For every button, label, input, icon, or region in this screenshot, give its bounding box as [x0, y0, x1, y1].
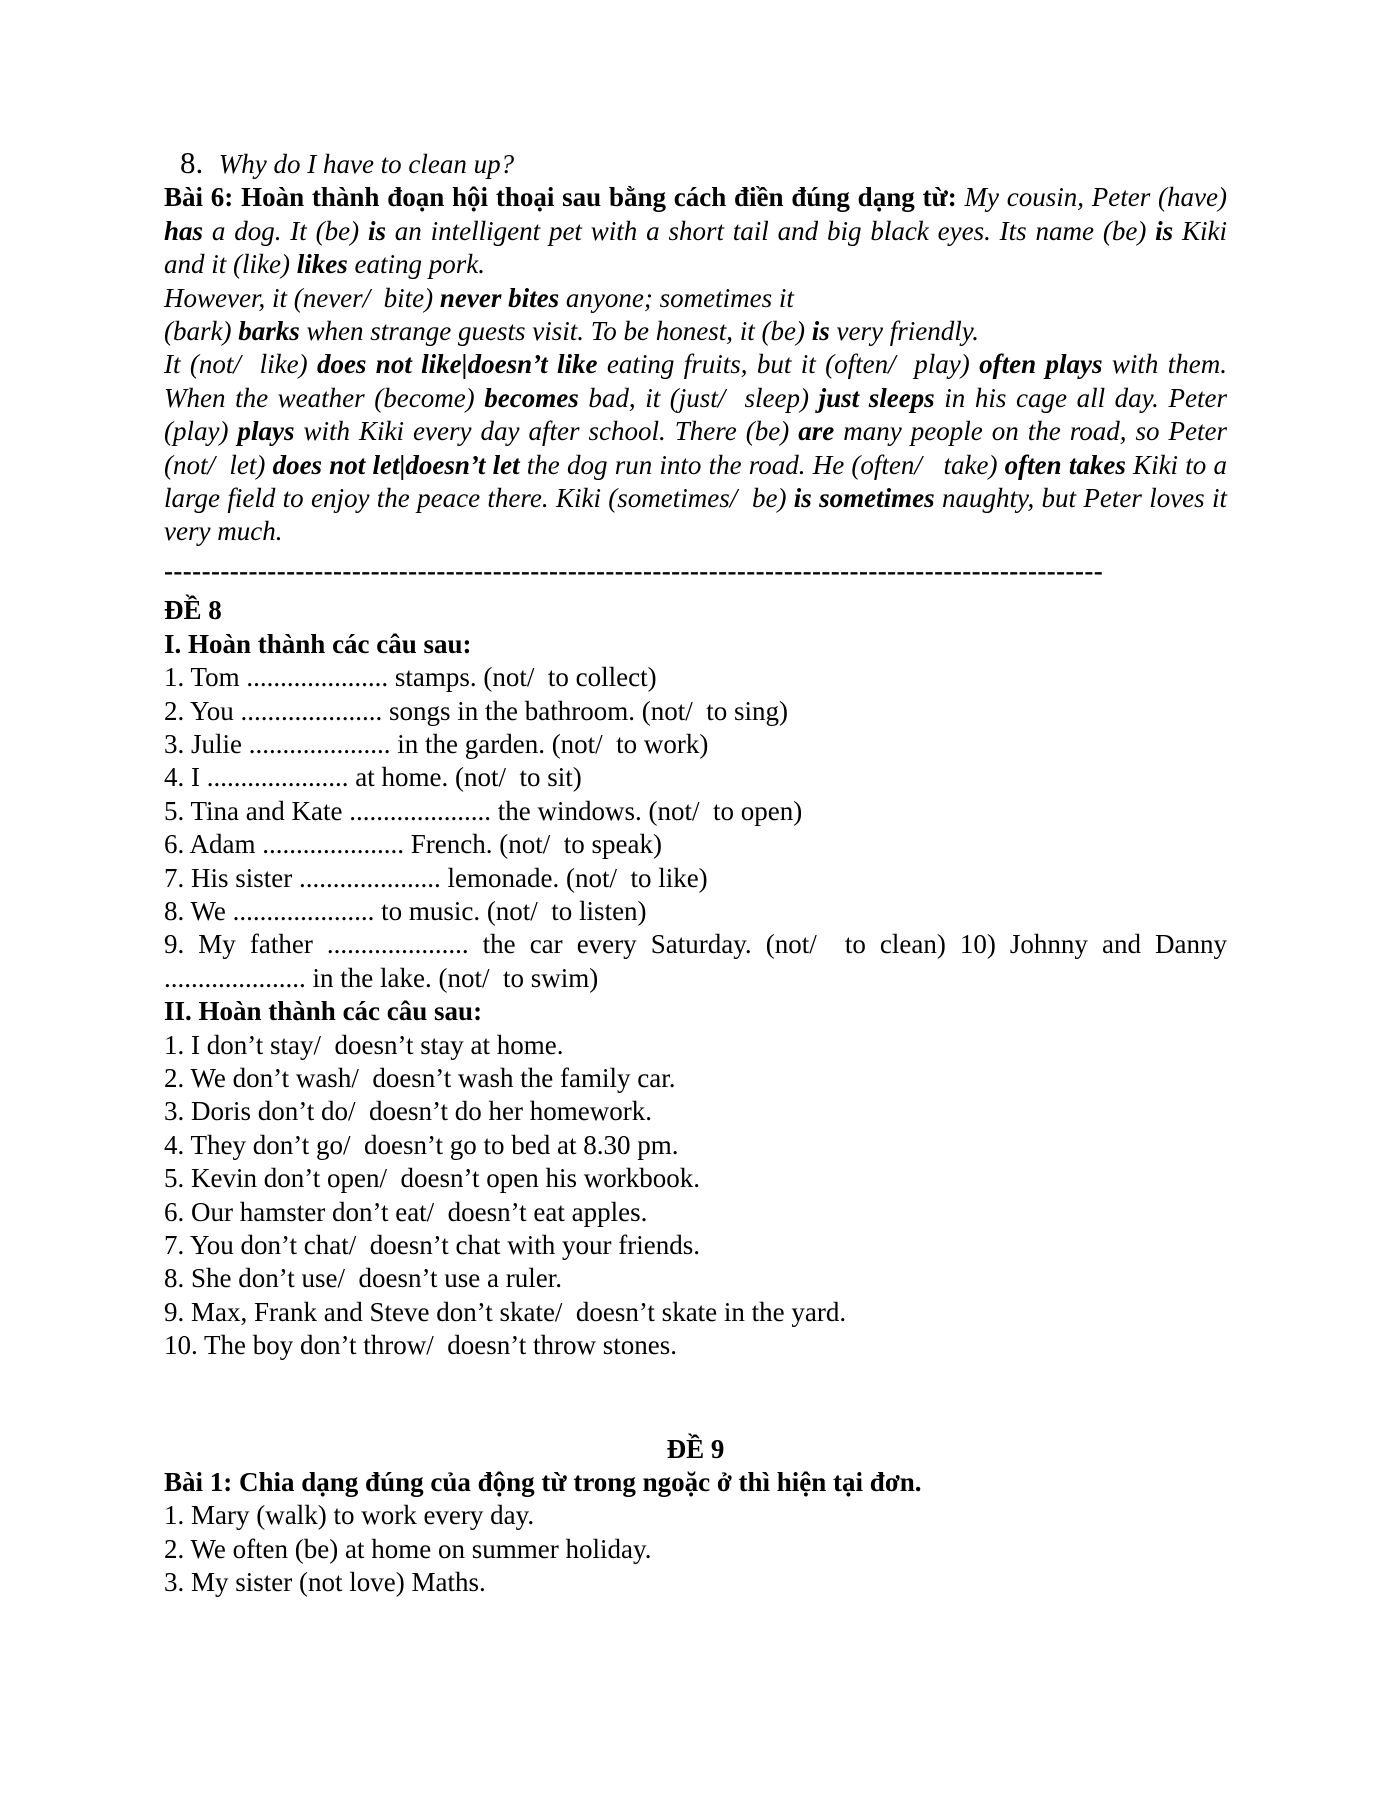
text-run: 5. Tina and Kate ..................... the windows. (not/ to open)	[164, 795, 803, 826]
document-body	[164, 145, 1234, 1600]
text-run: often takes	[1004, 449, 1126, 480]
de-9-heading	[164, 1433, 1227, 1466]
text-run: 2. You ..................... songs in the bathroom. (not/ to sing)	[164, 695, 789, 726]
text-run: 7. You don’t chat/ doesn’t chat with your friends.	[164, 1230, 700, 1260]
text-run: I. Hoàn thành các câu sau:	[164, 628, 472, 659]
text-run: Why do I have to clean up?	[218, 149, 515, 179]
exercise-6-line-however	[164, 282, 1227, 315]
text-run: many people on the road, so Peter (not/ let)	[164, 416, 1234, 480]
text-run: does not let|doesn’t let	[272, 449, 520, 480]
section-ii-item-10	[164, 1329, 1227, 1362]
text-run: 6. Adam ..................... French. (not/ to speak)	[164, 829, 662, 860]
text-run: 8. We ..................... to music. (not/ to listen)	[164, 895, 647, 926]
text-run: becomes	[484, 382, 579, 413]
text-run: with them. When the weather (become)	[164, 349, 1234, 413]
bai-1-item-1	[164, 1499, 1227, 1532]
text-run: It (not/ like)	[164, 349, 317, 380]
text-run: 2. We don’t wash/ doesn’t wash the family car.	[164, 1062, 676, 1093]
text-run: 3. My sister (not love) Maths.	[164, 1567, 486, 1598]
section-ii-item-7	[164, 1229, 1227, 1262]
text-run: ĐỀ 9	[666, 1433, 725, 1464]
text-run: 1. Mary (walk) to work every day.	[164, 1500, 535, 1531]
text-run: 3. Doris don’t do/ doesn’t do her homework.	[164, 1096, 652, 1127]
section-ii-item-6	[164, 1196, 1227, 1229]
section-ii-item-3	[164, 1095, 1227, 1128]
section-ii-item-9	[164, 1296, 1227, 1329]
text-run: just sleeps	[818, 382, 935, 413]
section-ii-item-1	[164, 1029, 1227, 1062]
section-i-item-1	[164, 661, 1227, 694]
section-i-item-6	[164, 828, 1227, 861]
text-run: is	[1155, 215, 1174, 246]
text-run: very friendly.	[829, 316, 979, 347]
section-ii-item-2	[164, 1062, 1227, 1095]
text-run: with Kiki every day after school. There (be)	[294, 416, 799, 447]
section-ii-item-5	[164, 1162, 1227, 1195]
text-run: 9. My father ..................... the car every Saturday. (not/ to clean) 10) Johnny and Danny ..................... in the lake. (not/ to swim)	[164, 929, 1234, 993]
text-run: plays	[237, 416, 295, 447]
text-run: when strange guests visit. To be honest, it (be)	[299, 316, 812, 347]
section-i-item-7	[164, 862, 1227, 895]
text-run: bad, it (just/ sleep)	[578, 382, 819, 413]
text-run: 10. The boy don’t throw/ doesn’t throw stones.	[164, 1330, 677, 1361]
text-run: often plays	[979, 349, 1103, 380]
section-i-item-4	[164, 761, 1227, 794]
section-i-item-9-10	[164, 928, 1234, 995]
text-run: 4. I ..................... at home. (not/ to sit)	[164, 762, 582, 793]
text-run: 8.	[180, 145, 219, 180]
text-run: is	[811, 316, 830, 347]
section-i-item-5	[164, 795, 1227, 828]
text-run: Kiki to a large field to enjoy the peace there. Kiki (sometimes/ be)	[164, 449, 1234, 514]
text-run: does not like|doesn’t like	[316, 349, 598, 380]
section-i-item-8	[164, 895, 1227, 928]
text-run: naughty, but Peter loves it very much.	[164, 483, 1234, 547]
list-item-8-question	[164, 146, 1227, 181]
section-ii-item-8	[164, 1262, 1227, 1295]
text-run: 9. Max, Frank and Steve don’t skate/ doesn’t skate in the yard.	[164, 1296, 847, 1327]
section-ii-heading	[164, 995, 1227, 1028]
text-run: barks	[238, 316, 300, 347]
text-run: anyone; sometimes it	[559, 282, 794, 313]
text-run: an intelligent pet with a short tail and big black eyes. Its name (be)	[385, 215, 1156, 246]
text-run: 8. She don’t use/ doesn’t use a ruler.	[164, 1263, 562, 1294]
text-run: ĐỀ 8	[164, 595, 222, 626]
de-8-heading	[164, 594, 1227, 627]
section-i-item-2	[164, 695, 1227, 728]
text-run: My cousin, Peter (have)	[964, 182, 1234, 213]
de-9-bai-1-heading	[164, 1466, 1227, 1499]
text-run: 1. I don’t stay/ doesn’t stay at home.	[164, 1029, 564, 1060]
text-run: 2. We often (be) at home on summer holiday.	[164, 1533, 652, 1564]
text-run: is	[367, 215, 386, 246]
bai-1-item-2	[164, 1533, 1227, 1566]
text-run: are	[798, 416, 835, 447]
text-run: is sometimes	[793, 483, 935, 514]
text-run: Kiki and it (like)	[164, 215, 1234, 280]
section-i-heading	[164, 628, 1227, 661]
text-run: 1. Tom ..................... stamps. (not/ to collect)	[164, 662, 657, 693]
section-i-item-3	[164, 728, 1227, 761]
text-run: (bark)	[164, 316, 239, 347]
exercise-6-answer-paragraph	[164, 348, 1234, 548]
section-ii-item-4	[164, 1129, 1227, 1162]
blank-gap	[164, 1363, 1227, 1433]
text-run: has	[164, 215, 204, 246]
text-run: in his cage all day. Peter (play)	[164, 382, 1234, 447]
text-run: 7. His sister ..................... lemonade. (not/ to like)	[164, 862, 708, 893]
text-run: eating fruits, but it (often/ play)	[597, 349, 980, 380]
text-run: 4. They don’t go/ doesn’t go to bed at 8.30 pm.	[164, 1129, 679, 1160]
text-run: 3. Julie ..................... in the garden. (not/ to work)	[164, 728, 709, 759]
text-run: eating pork.	[347, 249, 485, 280]
text-run: the dog run into the road. He (often/ take)	[519, 449, 1005, 480]
text-run: II. Hoàn thành các câu sau:	[164, 996, 483, 1027]
text-run: never bites	[439, 282, 560, 313]
text-run: Bài 6: Hoàn thành đoạn hội thoại sau bằng cách điền đúng dạng từ:	[164, 182, 965, 213]
text-run: 6. Our hamster don’t eat/ doesn’t eat apples.	[164, 1196, 648, 1227]
text-run: likes	[296, 249, 348, 280]
exercise-6-line-bark	[164, 315, 1227, 348]
exercise-6-intro-paragraph	[164, 181, 1234, 281]
text-run: a dog. It (be)	[203, 215, 368, 246]
dashed-divider: ----------------------------------------------------------------------------------------------------	[164, 555, 1104, 586]
bai-1-item-3	[164, 1566, 1227, 1599]
text-run: 5. Kevin don’t open/ doesn’t open his workbook.	[164, 1163, 700, 1194]
text-run: Bài 1: Chia dạng đúng của động từ trong ngoặc ở thì hiện tại đơn.	[164, 1467, 922, 1498]
text-run: However, it (never/ bite)	[164, 282, 440, 313]
